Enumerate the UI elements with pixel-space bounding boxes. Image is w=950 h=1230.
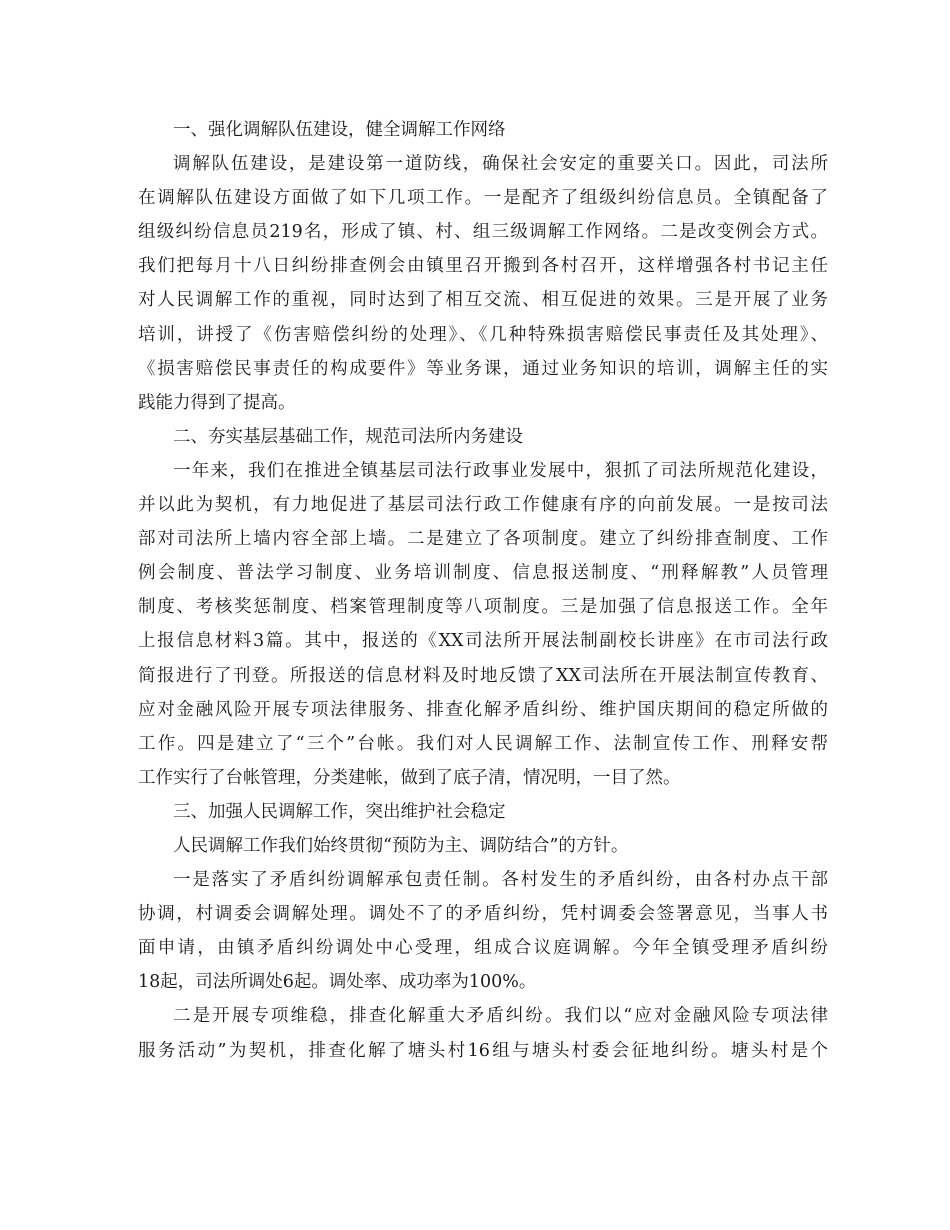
section-heading-1: 一、强化调解队伍建设，健全调解工作网络 bbox=[173, 120, 506, 140]
paragraph-line: 工作。四是建立了“三个”台帐。我们对人民调解工作、法制宣传工作、刑释安帮 bbox=[138, 733, 828, 754]
paragraph-line: 部对司法所上墙内容全部上墙。二是建立了各项制度。建立了纠纷排查制度、工作 bbox=[138, 529, 828, 550]
paragraph-line: 《损害赔偿民事责任的构成要件》等业务课，通过业务知识的培训，调解主任的实 bbox=[138, 358, 828, 379]
paragraph-line: 组级纠纷信息员219名，形成了镇、村、组三级调解工作网络。二是改变例会方式。 bbox=[138, 222, 828, 243]
section-heading-3: 三、加强人民调解工作，突出维护社会稳定 bbox=[173, 801, 506, 822]
paragraph-line: 对人民调解工作的重视，同时达到了相互交流、相互促进的效果。三是开展了业务 bbox=[138, 290, 828, 311]
paragraph-line: 制度、考核奖惩制度、档案管理制度等八项制度。三是加强了信息报送工作。全年 bbox=[138, 597, 828, 618]
paragraph-line: 在调解队伍建设方面做了如下几项工作。一是配齐了组级纠纷信息员。全镇配备了 bbox=[138, 188, 828, 209]
paragraph-line: 应对金融风险开展专项法律服务、排查化解矛盾纠纷、维护国庆期间的稳定所做的 bbox=[138, 699, 828, 720]
paragraph-line: 培训，讲授了《伤害赔偿纠纷的处理》、《几种特殊损害赔偿民事责任及其处理》、 bbox=[138, 324, 828, 345]
paragraph-line-last: 践能力得到了提高。 bbox=[138, 392, 296, 413]
paragraph-line: 二是开展专项维稳，排查化解重大矛盾纠纷。我们以“应对金融风险专项法律 bbox=[173, 1006, 828, 1027]
paragraph-line-last: 人民调解工作我们始终贯彻“预防为主、调防结合”的方针。 bbox=[173, 835, 629, 856]
section-heading-2: 二、夯实基层基础工作，规范司法所内务建设 bbox=[173, 426, 523, 447]
paragraph-line: 并以此为契机，有力地促进了基层司法行政工作健康有序的向前发展。一是按司法 bbox=[138, 495, 828, 516]
paragraph-line-last: 工作实行了台帐管理，分类建帐，做到了底子清，情况明，一目了然。 bbox=[138, 767, 681, 788]
paragraph-line: 例会制度、普法学习制度、业务培训制度、信息报送制度、“刑释解教”人员管理 bbox=[138, 563, 828, 584]
paragraph-line: 协调，村调委会调解处理。调处不了的矛盾纠纷，凭村调委会签署意见，当事人书 bbox=[138, 904, 828, 925]
paragraph-line: 上报信息材料3篇。其中，报送的《XX司法所开展法制副校长讲座》在市司法行政 bbox=[138, 631, 828, 652]
paragraph-line: 简报进行了刊登。所报送的信息材料及时地反馈了XX司法所在开展法制宣传教育、 bbox=[138, 665, 828, 686]
paragraph-line: 一年来，我们在推进全镇基层司法行政事业发展中，狠抓了司法所规范化建设， bbox=[173, 460, 828, 481]
paragraph-line-last: 18起，司法所调处6起。调处率、成功率为100%。 bbox=[138, 972, 537, 993]
paragraph-line: 一是落实了矛盾纠纷调解承包责任制。各村发生的矛盾纠纷，由各村办点干部 bbox=[173, 870, 828, 891]
paragraph-line: 我们把每月十八日纠纷排查例会由镇里召开搬到各村召开，这样增强各村书记主任 bbox=[138, 256, 828, 277]
paragraph-line: 调解队伍建设，是建设第一道防线，确保社会安定的重要关口。因此，司法所 bbox=[173, 154, 828, 175]
paragraph-line: 面申请，由镇矛盾纠纷调处中心受理，组成合议庭调解。今年全镇受理矛盾纠纷 bbox=[138, 938, 828, 959]
document-body bbox=[138, 113, 828, 1068]
paragraph-line: 服务活动”为契机，排查化解了塘头村16组与塘头村委会征地纠纷。塘头村是个 bbox=[138, 1040, 828, 1061]
